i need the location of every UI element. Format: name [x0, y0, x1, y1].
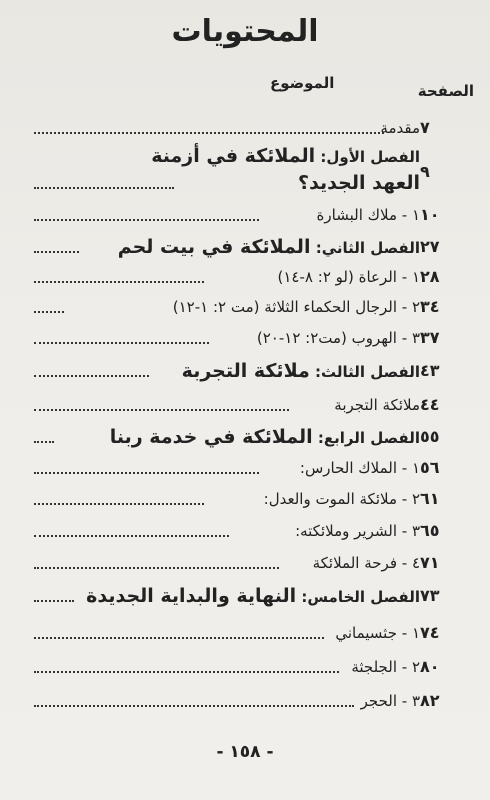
dot-leader — [34, 311, 64, 313]
dot-leader — [34, 132, 384, 134]
toc-entry — [24, 392, 460, 418]
dot-leader — [34, 342, 209, 344]
toc-entry-text: ١ - الملاك الحارس: — [299, 459, 420, 477]
toc-page-number: ٧٣ — [420, 586, 440, 605]
dot-leader — [34, 535, 229, 537]
toc-page-number: ٤٣ — [420, 361, 440, 380]
dot-leader — [34, 251, 79, 253]
toc-page-number: ٦٥ — [420, 521, 440, 540]
column-header-page: الصفحة — [417, 82, 474, 100]
toc-entry-text: ١ - جثسيماني — [335, 624, 420, 642]
chapter-title: الملائكة في بيت لحم — [117, 236, 311, 258]
toc-entry — [24, 202, 460, 228]
dot-leader — [34, 705, 354, 707]
toc-page-number: ٧١ — [420, 553, 440, 572]
column-header-topic: الموضوع — [270, 74, 335, 92]
toc-entry — [24, 688, 460, 714]
toc-entry-chapter-1 — [24, 143, 460, 181]
dot-leader — [34, 187, 174, 189]
toc-page-number: ٤٤ — [420, 395, 440, 414]
toc-page-number: ٧٤ — [420, 623, 440, 642]
toc-page-number: ٢٧ — [420, 237, 440, 256]
chapter-title: ملائكة التجربة — [181, 360, 310, 382]
toc-page-number: ٧ — [420, 118, 430, 137]
toc-page-number: ٥٦ — [420, 458, 440, 477]
toc-entry — [24, 654, 460, 680]
toc-entry — [24, 486, 460, 512]
dot-leader — [34, 600, 74, 602]
toc-entry-text: مقدمة — [380, 119, 420, 137]
toc-entry-chapter-2 — [24, 234, 460, 260]
toc-entry-chapter-4 — [24, 424, 460, 450]
dot-leader — [34, 472, 259, 474]
chapter-title: الملائكة في أزمنة — [151, 145, 316, 167]
dot-leader — [34, 637, 324, 639]
toc-entry-text: ملائكة التجربة — [334, 396, 420, 414]
dot-leader — [34, 567, 279, 569]
dot-leader — [34, 671, 339, 673]
toc-entry-text: ٣ - الهروب (مت٢: ١٢-٢٠) — [256, 329, 420, 347]
toc-entry-chapter-3 — [24, 358, 460, 384]
toc-entry-text: ٢ - ملائكة الموت والعدل: — [263, 490, 420, 508]
toc-entry-text: ١ - الرعاة (لو ٢: ٨-١٤) — [277, 268, 420, 286]
chapter-title: النهاية والبداية الجديدة — [86, 585, 297, 607]
toc-entry — [24, 620, 460, 646]
dot-leader — [34, 409, 289, 411]
chapter-prefix: الفصل الرابع: — [312, 429, 420, 447]
toc-entry-text: ١ - ملاك البشارة — [316, 206, 420, 224]
toc-page-number: ٦١ — [420, 489, 440, 508]
toc-entry — [24, 325, 460, 351]
toc-entry-text: ٢ - الجلجثة — [351, 658, 420, 676]
toc-entry-text: ٤ - فرحة الملائكة — [312, 554, 420, 572]
toc-entry — [24, 455, 460, 481]
dot-leader — [34, 441, 54, 443]
toc-page-number: ٨٠ — [420, 657, 440, 676]
toc-page-number: ٢٨ — [420, 267, 440, 286]
chapter-prefix: الفصل الأول: — [315, 148, 420, 166]
dot-leader — [34, 281, 204, 283]
chapter-prefix: الفصل الثالث: — [309, 363, 420, 381]
chapter-prefix: الفصل الثاني: — [310, 239, 420, 257]
toc-page-number: ٩ — [420, 162, 430, 181]
page-number-footer: - ١٥٨ - — [216, 742, 274, 762]
page-title: المحتويات — [171, 14, 319, 49]
toc-entry-text: ٢ - الرجال الحكماء الثلاثة (مت ٢: ١-١٢) — [172, 298, 420, 316]
chapter-title-continuation: العهد الجديد؟ — [298, 172, 420, 194]
chapter-title: الملائكة في خدمة ربنا — [109, 426, 313, 448]
toc-entry-chapter-1-cont — [24, 170, 460, 196]
toc-page-number: ٣٧ — [420, 328, 440, 347]
toc-page-number: ٥٥ — [420, 427, 440, 446]
toc-entry-text: ٣ - الحجر — [360, 692, 420, 710]
toc-entry — [24, 264, 460, 290]
toc-entry-text: ٣ - الشرير وملائكته: — [295, 522, 420, 540]
dot-leader — [34, 503, 204, 505]
toc-page-number: ١٠ — [420, 205, 440, 224]
toc-entry-intro — [24, 115, 460, 141]
dot-leader — [34, 219, 259, 221]
toc-entry — [24, 294, 460, 320]
toc-page-number: ٣٤ — [420, 297, 440, 316]
toc-entry — [24, 518, 460, 544]
toc-entry-chapter-5 — [24, 583, 460, 609]
toc-page-number: ٨٢ — [420, 691, 440, 710]
chapter-prefix: الفصل الخامس: — [296, 588, 420, 606]
dot-leader — [34, 375, 149, 377]
toc-entry — [24, 550, 460, 576]
